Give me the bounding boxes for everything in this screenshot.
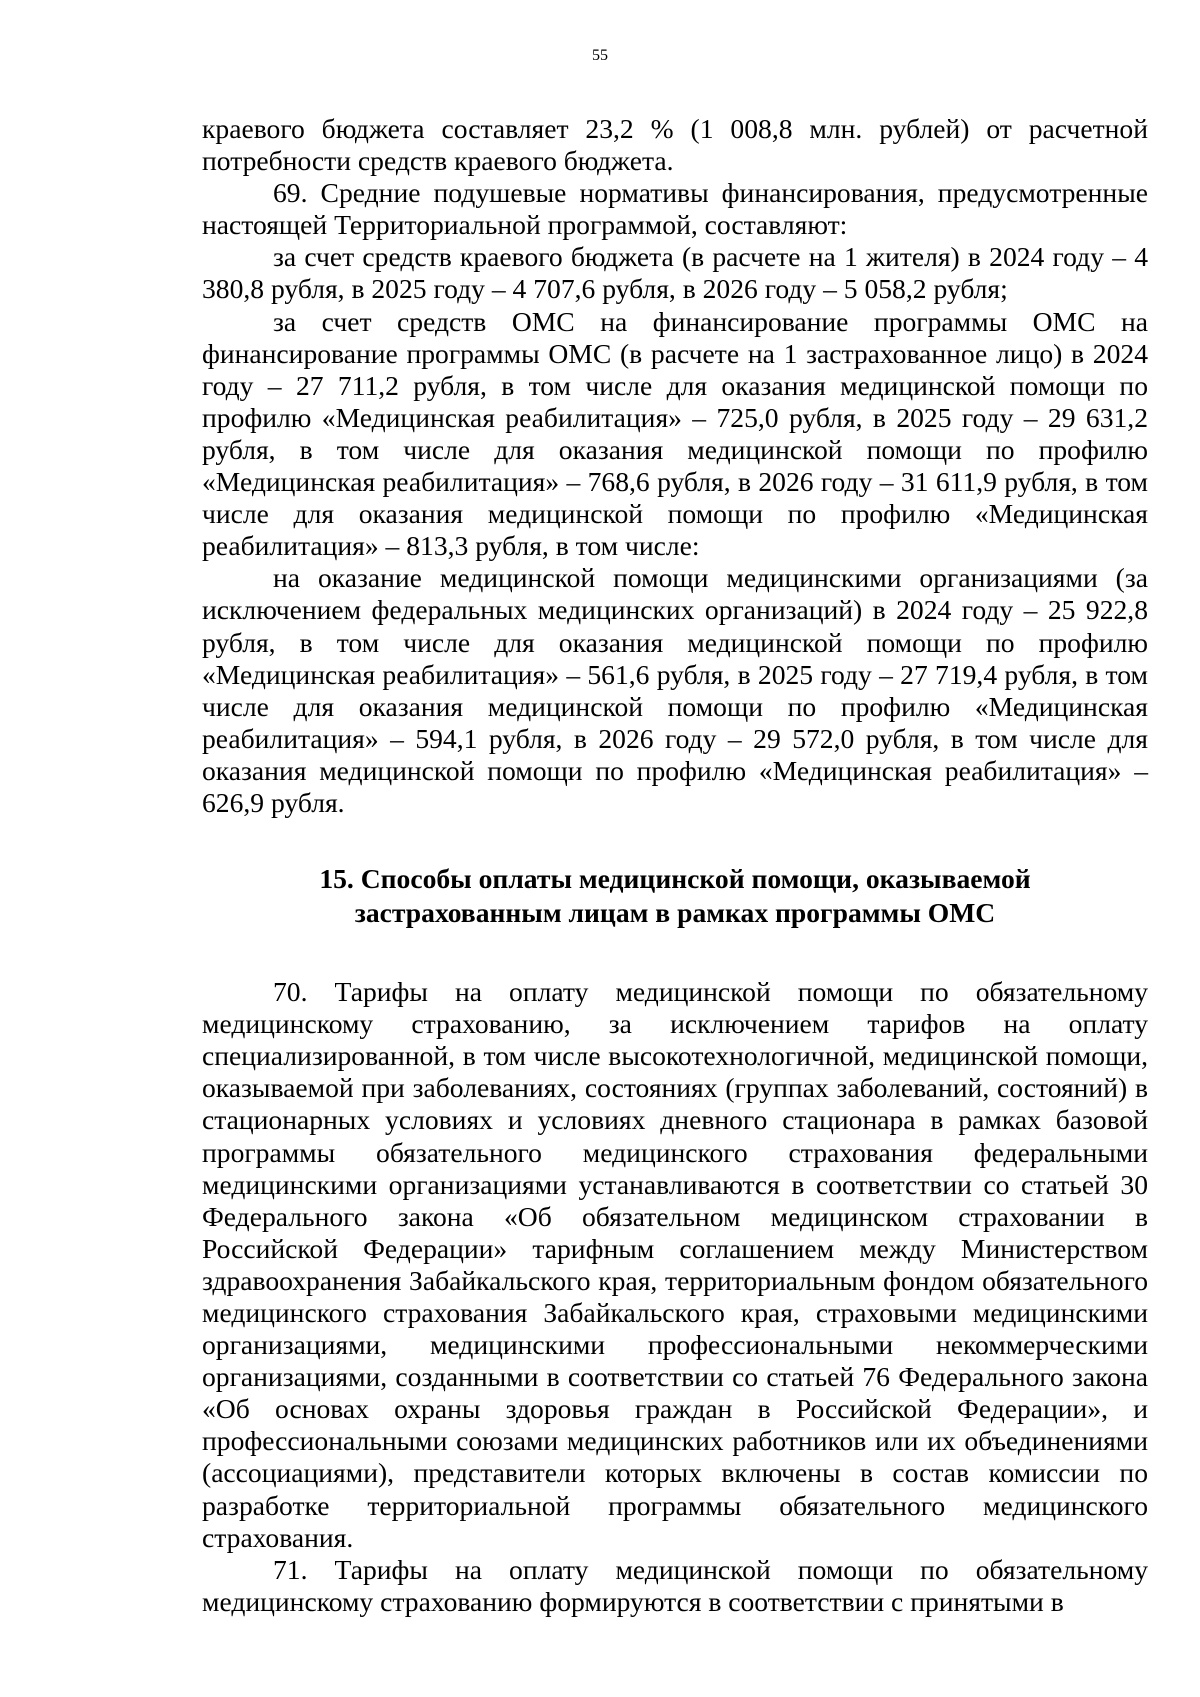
page-number: 55 bbox=[592, 47, 608, 64]
paragraph-medical-organizations: на оказание медицинской помощи медицинскими организациями (за исключением федеральных медицинских организаций) в 2024 году – 25 922,8 рубля, в том числе для оказания медицинской помощи по профилю «Медицинская реабилитация» – 561,6 рубля, в 2025 году – 27 719,4 рубля, в том числе для оказания медицинской помощи по профилю «Медицинская реабилитация» – 594,1 рубля, в 2026 году – 29 572,0 рубля, в том числе для оказания медицинской помощи по профилю «Медицинская реабилитация» – 626,9 рубля. bbox=[202, 562, 1148, 818]
section-heading bbox=[202, 862, 1148, 930]
paragraph-71: 71. Тарифы на оплату медицинской помощи по обязательному медицинскому страхованию формируются в соответствии с принятыми в bbox=[202, 1553, 1148, 1617]
paragraph-69: 69. Средние подушевые нормативы финансирования, предусмотренные настоящей Территориальной программой, составляют: bbox=[202, 177, 1148, 241]
paragraph-oms-funds: за счет средств ОМС на финансирование программы ОМС на финансирование программы ОМС (в расчете на 1 застрахованное лицо) в 2024 году – 27 711,2 рубля, в том числе для оказания медицинской помощи по профилю «Медицинская реабилитация» – 725,0 рубля, в 2025 году – 29 631,2 рубля, в том числе для оказания медицинской помощи по профилю «Медицинская реабилитация» – 768,6 рубля, в 2026 году – 31 611,9 рубля, в том числе для оказания медицинской помощи по профилю «Медицинская реабилитация» – 813,3 рубля, в том числе: bbox=[202, 305, 1148, 562]
paragraph-70: 70. Тарифы на оплату медицинской помощи по обязательному медицинскому страхованию, за исключением тарифов на оплату специализированной, в том числе высокотехнологичной, медицинской помощи, оказываемой при заболеваниях, состояниях (группах заболеваний, состояний) в стационарных условиях и условиях дневного стационара в рамках базовой программы обязательного медицинского страхования федеральными медицинскими организациями устанавливаются в соответствии со статьей 30 Федерального закона «Об обязательном медицинском страховании в Российской Федерации» тарифным соглашением между Министерством здравоохранения Забайкальского края, территориальным фондом обязательного медицинского страхования Забайкальского края, страховыми медицинскими организациями, медицинскими профессиональными некоммерческими организациями, созданными в соответствии со статьей 76 Федерального закона «Об основах охраны здоровья граждан в Российской Федерации», и профессиональными союзами медицинских работников или их объединениями (ассоциациями), представители которых включены в состав комиссии по разработке территориальной программы обязательного медицинского страхования. bbox=[202, 976, 1148, 1553]
document-body bbox=[202, 113, 1148, 1618]
paragraph-regional-budget: за счет средств краевого бюджета (в расчете на 1 жителя) в 2024 году – 4 380,8 рубля, в 2025 году – 4 707,6 рубля, в 2026 году – 5 058,2 рубля; bbox=[202, 241, 1148, 305]
section-heading-line-2: застрахованным лицам в рамках программы ОМС bbox=[354, 897, 996, 929]
section-heading-line-1: 15. Способы оплаты медицинской помощи, оказываемой bbox=[319, 863, 1031, 895]
paragraph-continuation: краевого бюджета составляет 23,2 % (1 008,8 млн. рублей) от расчетной потребности средств краевого бюджета. bbox=[202, 113, 1148, 177]
